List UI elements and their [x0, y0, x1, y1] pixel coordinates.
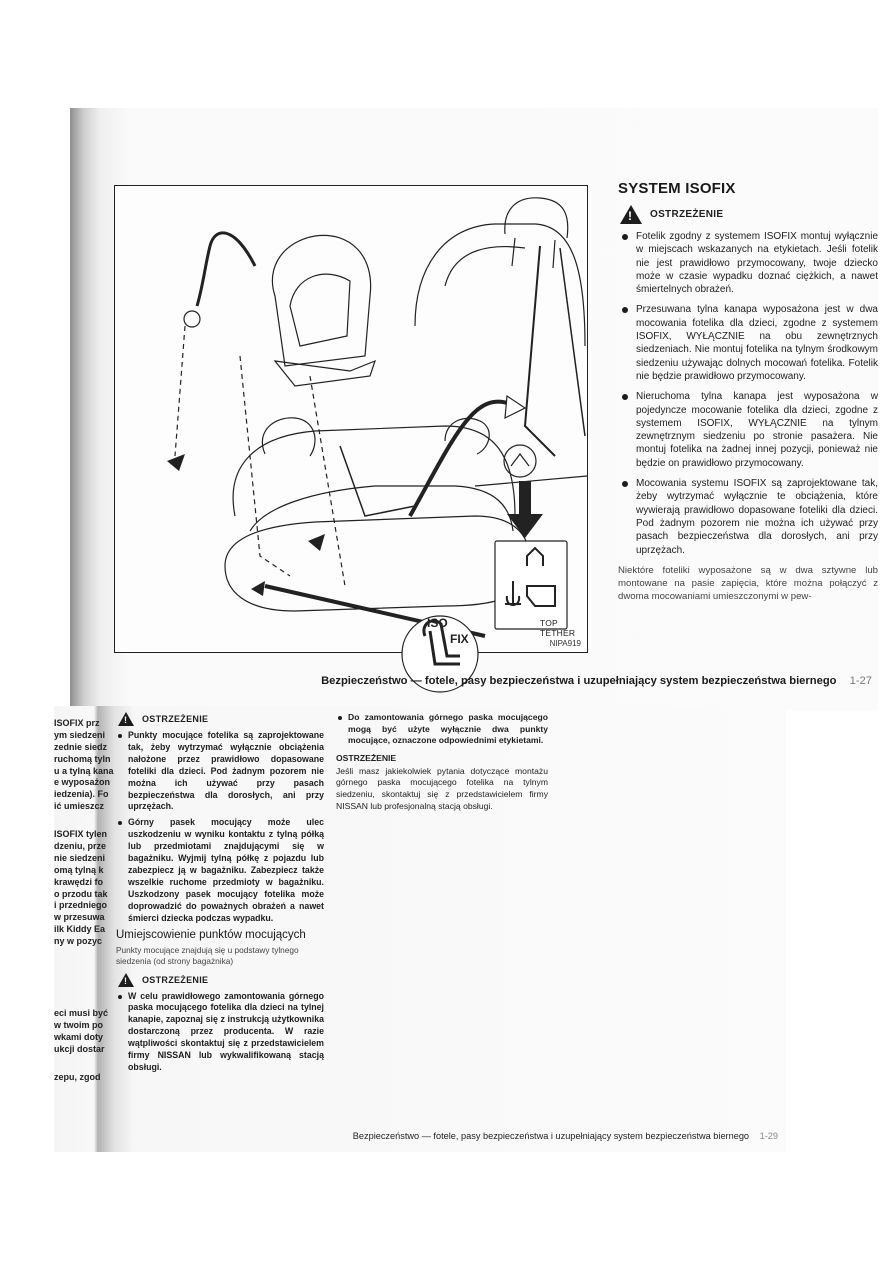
list-item: Mocowania systemu ISOFIX są zaprojektowane tak, żeby wytrzymać wyłącznie te obciążenia, które wywierają prawidłowo dopasowane foteliki dla dzieci. Pod żadnym pozorem nie można ich używać przy pasach bezpieczeństwa dla dorosłych, ani przy uprzężach.: [618, 477, 878, 557]
edge-line: krawędzi fo: [54, 876, 104, 887]
edge-line: ić umieszcz: [54, 801, 105, 812]
right-column: [336, 712, 548, 812]
edge-line: nie siedzeni: [54, 852, 106, 863]
anchor-detail-circle: [504, 445, 536, 477]
warning-text: Jeśli masz jakiekolwiek pytania dotyczące montażu górnego paska mocującego fotelika na tylnym siedzeniu, skontaktuj się z przedstawicielem firmy NISSAN lub profesjonalną stacją obsługi.: [336, 765, 548, 811]
isofix-illustration: [114, 185, 588, 653]
warning-label: OSTRZEŻENIE: [142, 974, 209, 985]
manual-page-1-27: [70, 108, 878, 710]
page-footer: [321, 675, 872, 687]
edge-gap: [54, 813, 106, 829]
footer-text: Bezpieczeństwo — fotele, pasy bezpieczeństwa i uzupełniający system bezpieczeństwa biernego: [352, 1131, 750, 1141]
footer-text: Bezpieczeństwo — fotele, pasy bezpieczeństwa i uzupełniający system bezpieczeństwa biernego: [321, 675, 837, 687]
manual-page-1-29: [54, 706, 786, 1152]
warning-header: [620, 205, 878, 224]
list-item: Do zamontowania górnego paska mocującego mogą być użyte wyłącznie dwa punkty mocujące, oznaczone odpowiednimi etykietami.: [336, 712, 548, 747]
child-seat: [272, 235, 370, 366]
warning-label: OSTRZEŻENIE: [142, 714, 209, 724]
warning-triangle-icon: [118, 712, 134, 726]
edge-line: ny w pozyc: [54, 936, 103, 947]
edge-line: e wyposażon: [54, 777, 111, 788]
list-item: W celu prawidłowego zamontowania górnego paska mocującego fotelika dla dzieci na tylnej kanapie, zapoznaj się z instrukcją użytkownika dostarczoną przez producenta. W razie wątpliwości skontaktuj się z przedstawicielem firmy NISSAN lub wykwalifikowaną stacją obsługi.: [116, 991, 324, 1074]
subsection-title: Umiejscowienie punktów mocujących: [116, 928, 306, 941]
list-item: Górny pasek mocujący może ulec uszkodzeniu w wyniku kontaktu z tylną półką lub przedmiotami znajdującymi się w bagażniku. Wyjmij tylną półkę z pojazdu lub zabezpiecz ją w bagażniku. Zabezpiecz także wszelkie ruchome przedmioty w bagażniku. Uszkodzony pasek mocujący fotelika może doprowadzić do poważnych obrażeń a nawet śmierci dziecka podczas wypadku.: [116, 817, 324, 924]
edge-line: ukcji dostar: [54, 1043, 105, 1054]
bullet-list: [336, 712, 548, 747]
list-item: Fotelik zgodny z systemem ISOFIX montuj wyłącznie w miejscach wskazanych na etykietach. Jeśli fotelik nie jest prawidłowo przymocowany, twoje dziecko może w czasie wypadku doznać ciężkich, a nawet śmiertelnych obrażeń.: [618, 230, 878, 296]
edge-line: ISOFIX prz: [54, 718, 100, 728]
seat-back-outline: [415, 224, 585, 346]
warning-triangle-icon: [620, 205, 642, 224]
edge-line: i przedniego: [54, 900, 108, 911]
list-item: Przesuwana tylna kanapa wyposażona jest w dwa mocowania fotelika dla dzieci, zgodne z systemem ISOFIX, WYŁĄCZNIE na obu zewnętrznych siedzeniach. Nie montuj fotelika na tylnym środkowym siedzeniu używając dolnych mocowań fotelika. Fotelik nie będzie prawidłowo przymocowany.: [618, 303, 878, 383]
iso-label: ISO: [427, 616, 448, 630]
edge-line: ym siedzeni: [54, 729, 106, 740]
edge-line: ISOFIX tylen: [54, 829, 108, 840]
warning-bullet-list: [116, 991, 324, 1074]
page-footer: [353, 1131, 778, 1141]
list-item: Punkty mocujące fotelika są zaprojektowane tak, żeby wytrzymać wyłącznie obciążenia nałożone przez prawidłowo dopasowane foteliki dla dzieci. Pod żadnym pozorem nie można ich używać przy pasach bezpieczeństwa dla dorosłych, ani przy uprzężach.: [116, 730, 324, 813]
tether-strap: [525, 246, 555, 456]
edge-line: w przesuwa: [54, 912, 105, 923]
edge-line: o przodu tak: [54, 888, 108, 899]
fix-label: FIX: [450, 632, 469, 646]
previous-page-edge-text: [54, 718, 114, 1138]
edge-line: eci musi być: [54, 1008, 109, 1019]
edge-line: w twoim po: [54, 1019, 103, 1030]
rear-bench-cushion: [225, 516, 531, 611]
list-item: Nieruchoma tylna kanapa jest wyposażona w pojedyncze mocowanie fotelika dla dzieci, zgodne z systemem ISOFIX, WYŁĄCZNIE na tylnym zewnętrznym siedzeniu po stronie pasażera. Nie montuj fotelika na żadnej innej pozycji, ponieważ nie będzie on prawidłowo przymocowany.: [618, 390, 878, 470]
edge-gap: [54, 1056, 106, 1072]
edge-line: ilk Kiddy Ea: [54, 924, 106, 935]
warning-bullet-list: [116, 730, 324, 925]
edge-line: zepu, zgod: [54, 1071, 101, 1082]
warning-bullet-list: [618, 230, 878, 557]
page-number: 1-29: [759, 1131, 778, 1141]
warning-header: [118, 712, 324, 726]
section-title: SYSTEM ISOFIX: [618, 180, 736, 197]
warning-label: OSTRZEŻENIE: [650, 209, 724, 220]
page-number: 1-27: [849, 675, 872, 687]
edge-line: zednie siedz: [54, 741, 108, 752]
warning-heading: OSTRZEŻENIE: [336, 752, 397, 763]
edge-gap: [54, 948, 106, 1008]
edge-line: ruchomą tyln: [54, 753, 111, 764]
handle-knob: [184, 311, 200, 327]
figure-code: NIPA919: [549, 639, 581, 648]
edge-line: wkami doty: [54, 1031, 104, 1042]
seat-handle: [197, 233, 255, 306]
continuation-text: Niektóre foteliki wyposażone są w dwa sztywne lub montowane na pasie zapięcia, które można połączyć z dwoma mocowaniami umieszczonymi w pew-: [618, 564, 878, 602]
warning-triangle-icon: [118, 973, 134, 987]
isofix-diagram-svg: [115, 186, 587, 652]
middle-column: [116, 712, 324, 1078]
subsection-text: Punkty mocujące znajdują się u podstawy tylnego siedzenia (od strony bagażnika): [116, 944, 299, 966]
edge-line: u a tylną kana: [54, 765, 114, 776]
warning-header: [118, 973, 324, 987]
rear-bench-back: [233, 426, 515, 516]
top-tether-label: TOP TETHER: [540, 618, 576, 638]
edge-line: iedzenia). Fo: [54, 789, 109, 800]
edge-line: omą tylną k: [54, 864, 104, 875]
isofix-text-column: [618, 180, 878, 603]
edge-line: dzeniu, prze: [54, 841, 107, 852]
headrest-outline: [505, 198, 568, 238]
